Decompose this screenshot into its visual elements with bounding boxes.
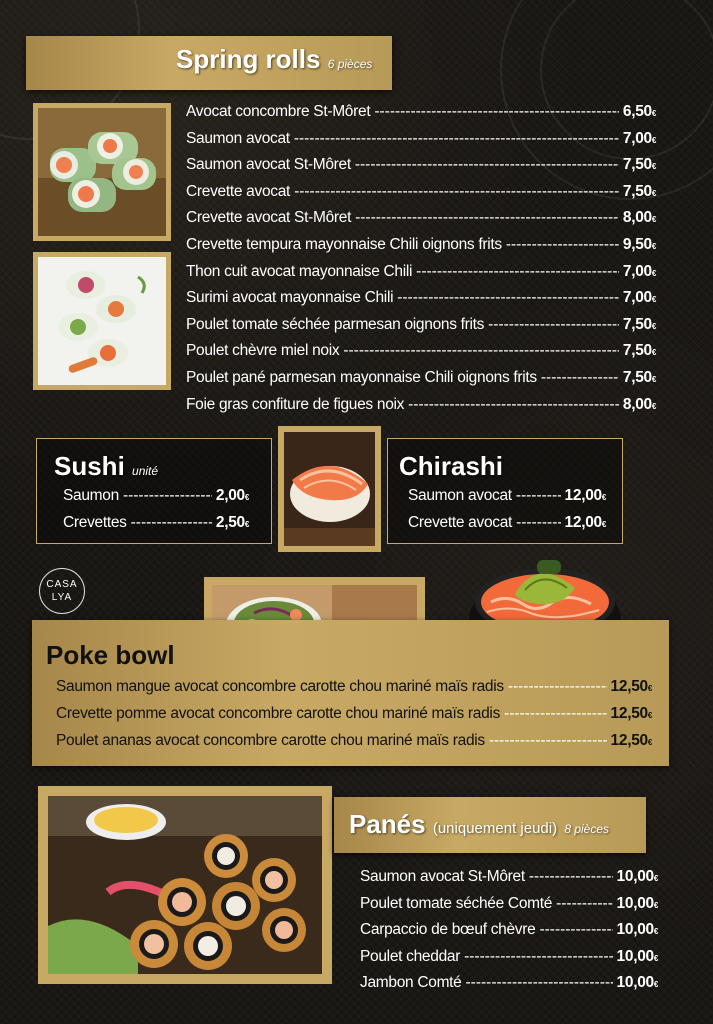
- panes-item: [360, 945, 658, 972]
- spring-rolls-subtitle: 6 pièces: [327, 57, 373, 71]
- panes-title: Panés: [349, 809, 426, 839]
- item-name: Crevette avocat: [186, 182, 291, 200]
- sushi-title: Sushi: [54, 451, 125, 481]
- leader-dots: [539, 918, 612, 943]
- euro-sign: €: [651, 374, 656, 384]
- panes-item: [360, 971, 658, 998]
- leader-dots: [488, 313, 619, 338]
- leader-dots: [466, 971, 613, 996]
- chirashi-list: [408, 483, 606, 537]
- spring-roll-item: [186, 233, 656, 260]
- item-price: 12,50: [610, 678, 648, 695]
- item-price: 7,50: [622, 156, 652, 174]
- casa-lya-logo: [39, 568, 85, 614]
- poke-bowl-item: [56, 728, 652, 755]
- item-price: 12,00: [564, 487, 602, 504]
- spring-roll-item: [186, 286, 656, 313]
- item-price: 7,00: [622, 289, 652, 307]
- leader-dots: [541, 366, 619, 391]
- item-name: Poulet pané parmesan mayonnaise Chili oignons frits: [186, 368, 537, 386]
- euro-sign: €: [647, 738, 652, 747]
- spring-rolls-photo-1: [33, 103, 171, 241]
- leader-dots: [355, 206, 619, 231]
- euro-sign: €: [653, 980, 658, 990]
- item-price: 12,00: [564, 514, 602, 531]
- panes-item: [360, 865, 658, 892]
- spring-roll-item: [186, 393, 656, 420]
- item-name: Avocat concombre St-Môret: [186, 103, 371, 120]
- sushi-box: [36, 438, 272, 544]
- leader-dots: [355, 153, 619, 178]
- euro-sign: €: [651, 295, 656, 305]
- item-name: Crevette pomme avocat concombre carotte chou mariné maïs radis: [56, 705, 501, 722]
- item-price: 2,00: [215, 487, 245, 504]
- sushi-subtitle: unité: [132, 464, 159, 478]
- euro-sign: €: [651, 215, 656, 225]
- spring-roll-item: [186, 153, 656, 180]
- chirashi-item: [408, 510, 606, 537]
- spring-rolls-list: [186, 100, 656, 419]
- leader-dots: [516, 483, 561, 508]
- item-name: Poulet tomate séchée Comté: [360, 894, 553, 912]
- item-name: Poulet cheddar: [360, 947, 461, 965]
- leader-dots: [508, 674, 607, 699]
- item-name: Foie gras confiture de figues noix: [186, 395, 405, 413]
- euro-sign: €: [651, 321, 656, 331]
- euro-sign: €: [244, 493, 249, 502]
- panes-list: [360, 865, 658, 998]
- item-price: 10,00: [616, 921, 654, 939]
- item-name: Crevette tempura mayonnaise Chili oignons frits: [186, 235, 502, 253]
- item-price: 7,00: [622, 262, 652, 280]
- spring-rolls-title: Spring rolls: [176, 44, 321, 74]
- panes-subtitle: 8 pièces: [564, 822, 610, 836]
- spring-roll-image: [38, 257, 166, 385]
- euro-sign: €: [653, 874, 658, 883]
- euro-sign: €: [651, 135, 656, 145]
- panes-note: (uniquement jeudi): [432, 820, 558, 837]
- item-name: Saumon avocat: [186, 129, 290, 147]
- item-name: Saumon mangue avocat concombre carotte chou mariné maïs radis: [56, 678, 504, 695]
- leader-dots: [506, 233, 619, 258]
- spring-roll-item: [186, 127, 656, 154]
- euro-sign: €: [647, 711, 652, 720]
- item-name: Crevette avocat: [408, 514, 513, 531]
- panes-image: [48, 796, 322, 974]
- leader-dots: [294, 127, 619, 152]
- chirashi-box: [387, 438, 623, 544]
- item-price: 7,50: [622, 368, 652, 386]
- item-price: 6,50: [622, 103, 652, 120]
- poke-bowl-list: [56, 674, 652, 755]
- leader-dots: [343, 339, 619, 364]
- euro-sign: €: [651, 401, 656, 411]
- spring-roll-item: [186, 313, 656, 340]
- spring-roll-item: [186, 180, 656, 207]
- item-price: 7,50: [622, 315, 652, 333]
- euro-sign: €: [601, 520, 606, 529]
- item-name: Poulet chèvre miel noix: [186, 342, 340, 360]
- leader-dots: [556, 892, 612, 917]
- item-name: Crevettes: [63, 514, 127, 531]
- leader-dots: [408, 393, 619, 418]
- item-name: Surimi avocat mayonnaise Chili: [186, 289, 394, 307]
- item-price: 2,50: [215, 514, 245, 531]
- poke-bowl-title: Poke bowl: [46, 640, 175, 670]
- item-name: Saumon avocat St-Môret: [360, 868, 525, 885]
- spring-rolls-photo-2: [33, 252, 171, 390]
- leader-dots: [397, 286, 619, 311]
- spring-roll-item: [186, 100, 656, 127]
- panes-heading: [349, 809, 609, 840]
- item-name: Saumon avocat: [408, 487, 512, 504]
- item-name: Poulet tomate séchée parmesan oignons frits: [186, 315, 485, 333]
- euro-sign: €: [653, 927, 658, 937]
- leader-dots: [416, 260, 619, 285]
- item-price: 12,50: [610, 705, 648, 722]
- spring-rolls-banner: [26, 36, 392, 90]
- item-price: 10,00: [616, 894, 654, 912]
- item-price: 8,00: [622, 395, 652, 413]
- spring-roll-item: [186, 260, 656, 287]
- item-price: 10,00: [616, 868, 654, 885]
- chirashi-title: Chirashi: [399, 451, 504, 481]
- sushi-image: [284, 432, 375, 546]
- spring-roll-item: [186, 339, 656, 366]
- logo-line-1: CASA: [46, 579, 78, 590]
- item-name: Saumon: [63, 487, 119, 504]
- spring-roll-item: [186, 206, 656, 233]
- item-price: 10,00: [616, 947, 654, 965]
- item-name: Carpaccio de bœuf chèvre: [360, 921, 536, 939]
- item-name: Jambon Comté: [360, 974, 462, 992]
- leader-dots: [131, 510, 212, 535]
- leader-dots: [529, 865, 613, 890]
- leader-dots: [504, 701, 607, 726]
- panes-item: [360, 892, 658, 919]
- panes-banner: [334, 797, 646, 853]
- sushi-item: [63, 510, 249, 537]
- leader-dots: [123, 483, 212, 508]
- section-title: [176, 44, 372, 75]
- item-name: Crevette avocat St-Môret: [186, 209, 352, 227]
- poke-bowl-item: [56, 674, 652, 701]
- item-name: Saumon avocat St-Môret: [186, 156, 351, 174]
- poke-bowl-item: [56, 701, 652, 728]
- sushi-list: [63, 483, 249, 537]
- item-price: 8,00: [622, 209, 652, 227]
- leader-dots: [374, 100, 619, 125]
- item-price: 12,50: [610, 732, 648, 749]
- poke-bowl-banner: [32, 620, 669, 766]
- sushi-heading: [54, 451, 158, 482]
- logo-line-2: LYA: [51, 592, 73, 603]
- euro-sign: €: [601, 493, 606, 502]
- leader-dots: [489, 728, 607, 753]
- item-price: 10,00: [616, 974, 654, 992]
- item-price: 9,50: [622, 235, 652, 253]
- item-price: 7,50: [622, 182, 652, 200]
- euro-sign: €: [651, 268, 656, 278]
- item-price: 7,50: [622, 342, 652, 360]
- euro-sign: €: [244, 520, 249, 529]
- panes-item: [360, 918, 658, 945]
- euro-sign: €: [653, 953, 658, 963]
- item-name: Thon cuit avocat mayonnaise Chili: [186, 262, 413, 280]
- sushi-photo: [278, 426, 381, 552]
- euro-sign: €: [651, 109, 656, 118]
- euro-sign: €: [653, 900, 658, 910]
- spring-roll-item: [186, 366, 656, 393]
- euro-sign: €: [651, 241, 656, 251]
- leader-dots: [294, 180, 619, 205]
- leader-dots: [516, 510, 560, 535]
- spring-roll-image: [38, 108, 166, 236]
- euro-sign: €: [651, 188, 656, 198]
- item-name: Poulet ananas avocat concombre carotte chou mariné maïs radis: [56, 732, 485, 749]
- leader-dots: [464, 945, 612, 970]
- item-price: 7,00: [622, 129, 652, 147]
- sushi-item: [63, 483, 249, 510]
- euro-sign: €: [647, 684, 652, 693]
- panes-photo: [38, 786, 332, 984]
- euro-sign: €: [651, 162, 656, 172]
- chirashi-item: [408, 483, 606, 510]
- euro-sign: €: [651, 348, 656, 358]
